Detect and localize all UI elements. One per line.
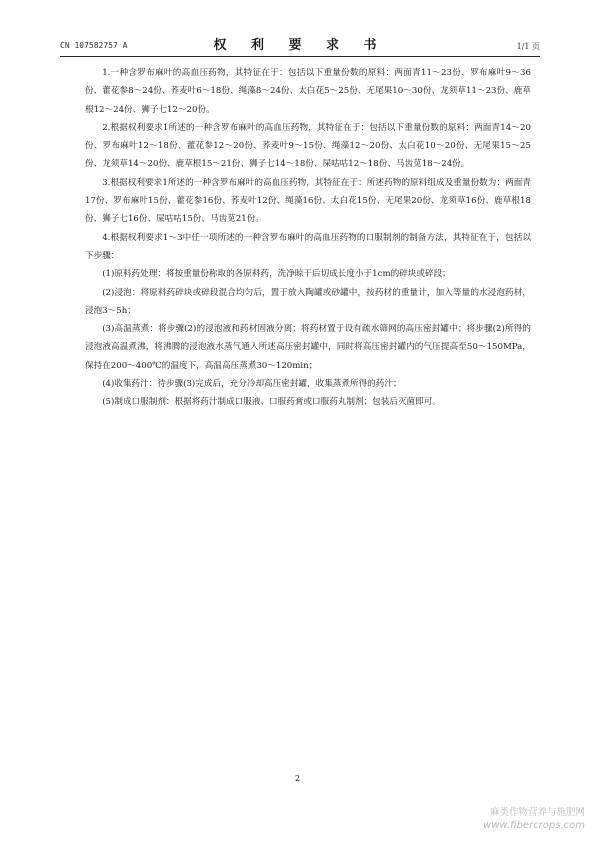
claim-4-step-1: (1)原料药处理：将按重量份称取的各原料药，洗净晾干后切成长度小于1cm的碎块或碎段； [102, 269, 451, 280]
site-watermark [483, 806, 585, 832]
claim-4-step-5: (5)制成口服制剂：根据将药汁制成口服液、口服药膏或口服药丸制剂；包装后灭菌即可。 [102, 397, 441, 408]
page-number: 2 [294, 774, 301, 783]
claim-4: 4.根据权利要求1～3中任一项所述的一种含罗布麻叶的高血压药物的口服制剂的制备方法，其特征在于，包括以下步骤： [85, 232, 531, 261]
claim-3: 3.根据权利要求1所述的一种含罗布麻叶的高血压药物，其特征在于：所述药物的原料组成及重量份数为：两面青17份、罗布麻叶15份、藿花参16份、荞麦叶12份、绳藻16份、太白花15份、无尾果20份、龙须草16份、鹿草根18份、狮子七16份、屎咕咕15份、马齿苋21份。 [85, 177, 531, 225]
header-divider [60, 56, 540, 57]
watermark-site-name: 麻类作物营养与施肥网 [489, 807, 585, 818]
page-count: 1/1 页 [516, 42, 540, 51]
document-title: 权 利 要 求 书 [213, 38, 387, 53]
claim-4-step-4: (4)收集药汁：待步骤(3)完成后，充分冷却高压密封罐，收集蒸煮所得的药汁； [102, 379, 402, 390]
page-header [60, 34, 540, 54]
claim-1: 1.一种含罗布麻叶的高血压药物，其特征在于：包括以下重量份数的原料：两面青11～23份、罗布麻叶9～36份、藿花参8～24份、荞麦叶6～18份、绳藻8～24份、太白花5～25份、无尾果10～30份、龙须草11～23份、鹿草根12～24份、狮子七12～20份。 [85, 68, 531, 115]
claim-4-step-2: (2)浸泡：将原料药碎块或碎段混合均匀后，置于放入陶罐或砂罐中，按药材的重量计，加入等量的水浸泡药材，浸泡3～5h； [85, 287, 531, 316]
watermark-url: www.fibercrops.com [483, 820, 585, 831]
claim-4-step-3: (3)高温蒸煮：将步骤(2)的浸泡液和药材固液分离；将药材置于设有疏水筛网的高压密封罐中；将步骤(2)所得的浸泡液高温煮沸，将沸腾的浸泡液水蒸气通入所述高压密封罐中，同时将高压密封罐内的气压提高至50～150MPa，保持在200～400℃的温度下，高温高压蒸煮30～120min； [85, 324, 531, 371]
publication-number: CN 107582757 A [60, 41, 128, 50]
claim-2: 2.根据权利要求1所述的一种含罗布麻叶的高血压药物，其特征在于：包括以下重量份数的原料：两面青14～20份、罗布麻叶12～18份、藿花参12～20份、荞麦叶9～15份、绳藻12～20份、太白花10～20份、无尾果15～25份、龙须草14～20份、鹿草根15～21份、狮子七14～18份、屎咕咕12～18份、马齿苋18～24份。 [85, 122, 531, 170]
claims-body [85, 64, 531, 412]
